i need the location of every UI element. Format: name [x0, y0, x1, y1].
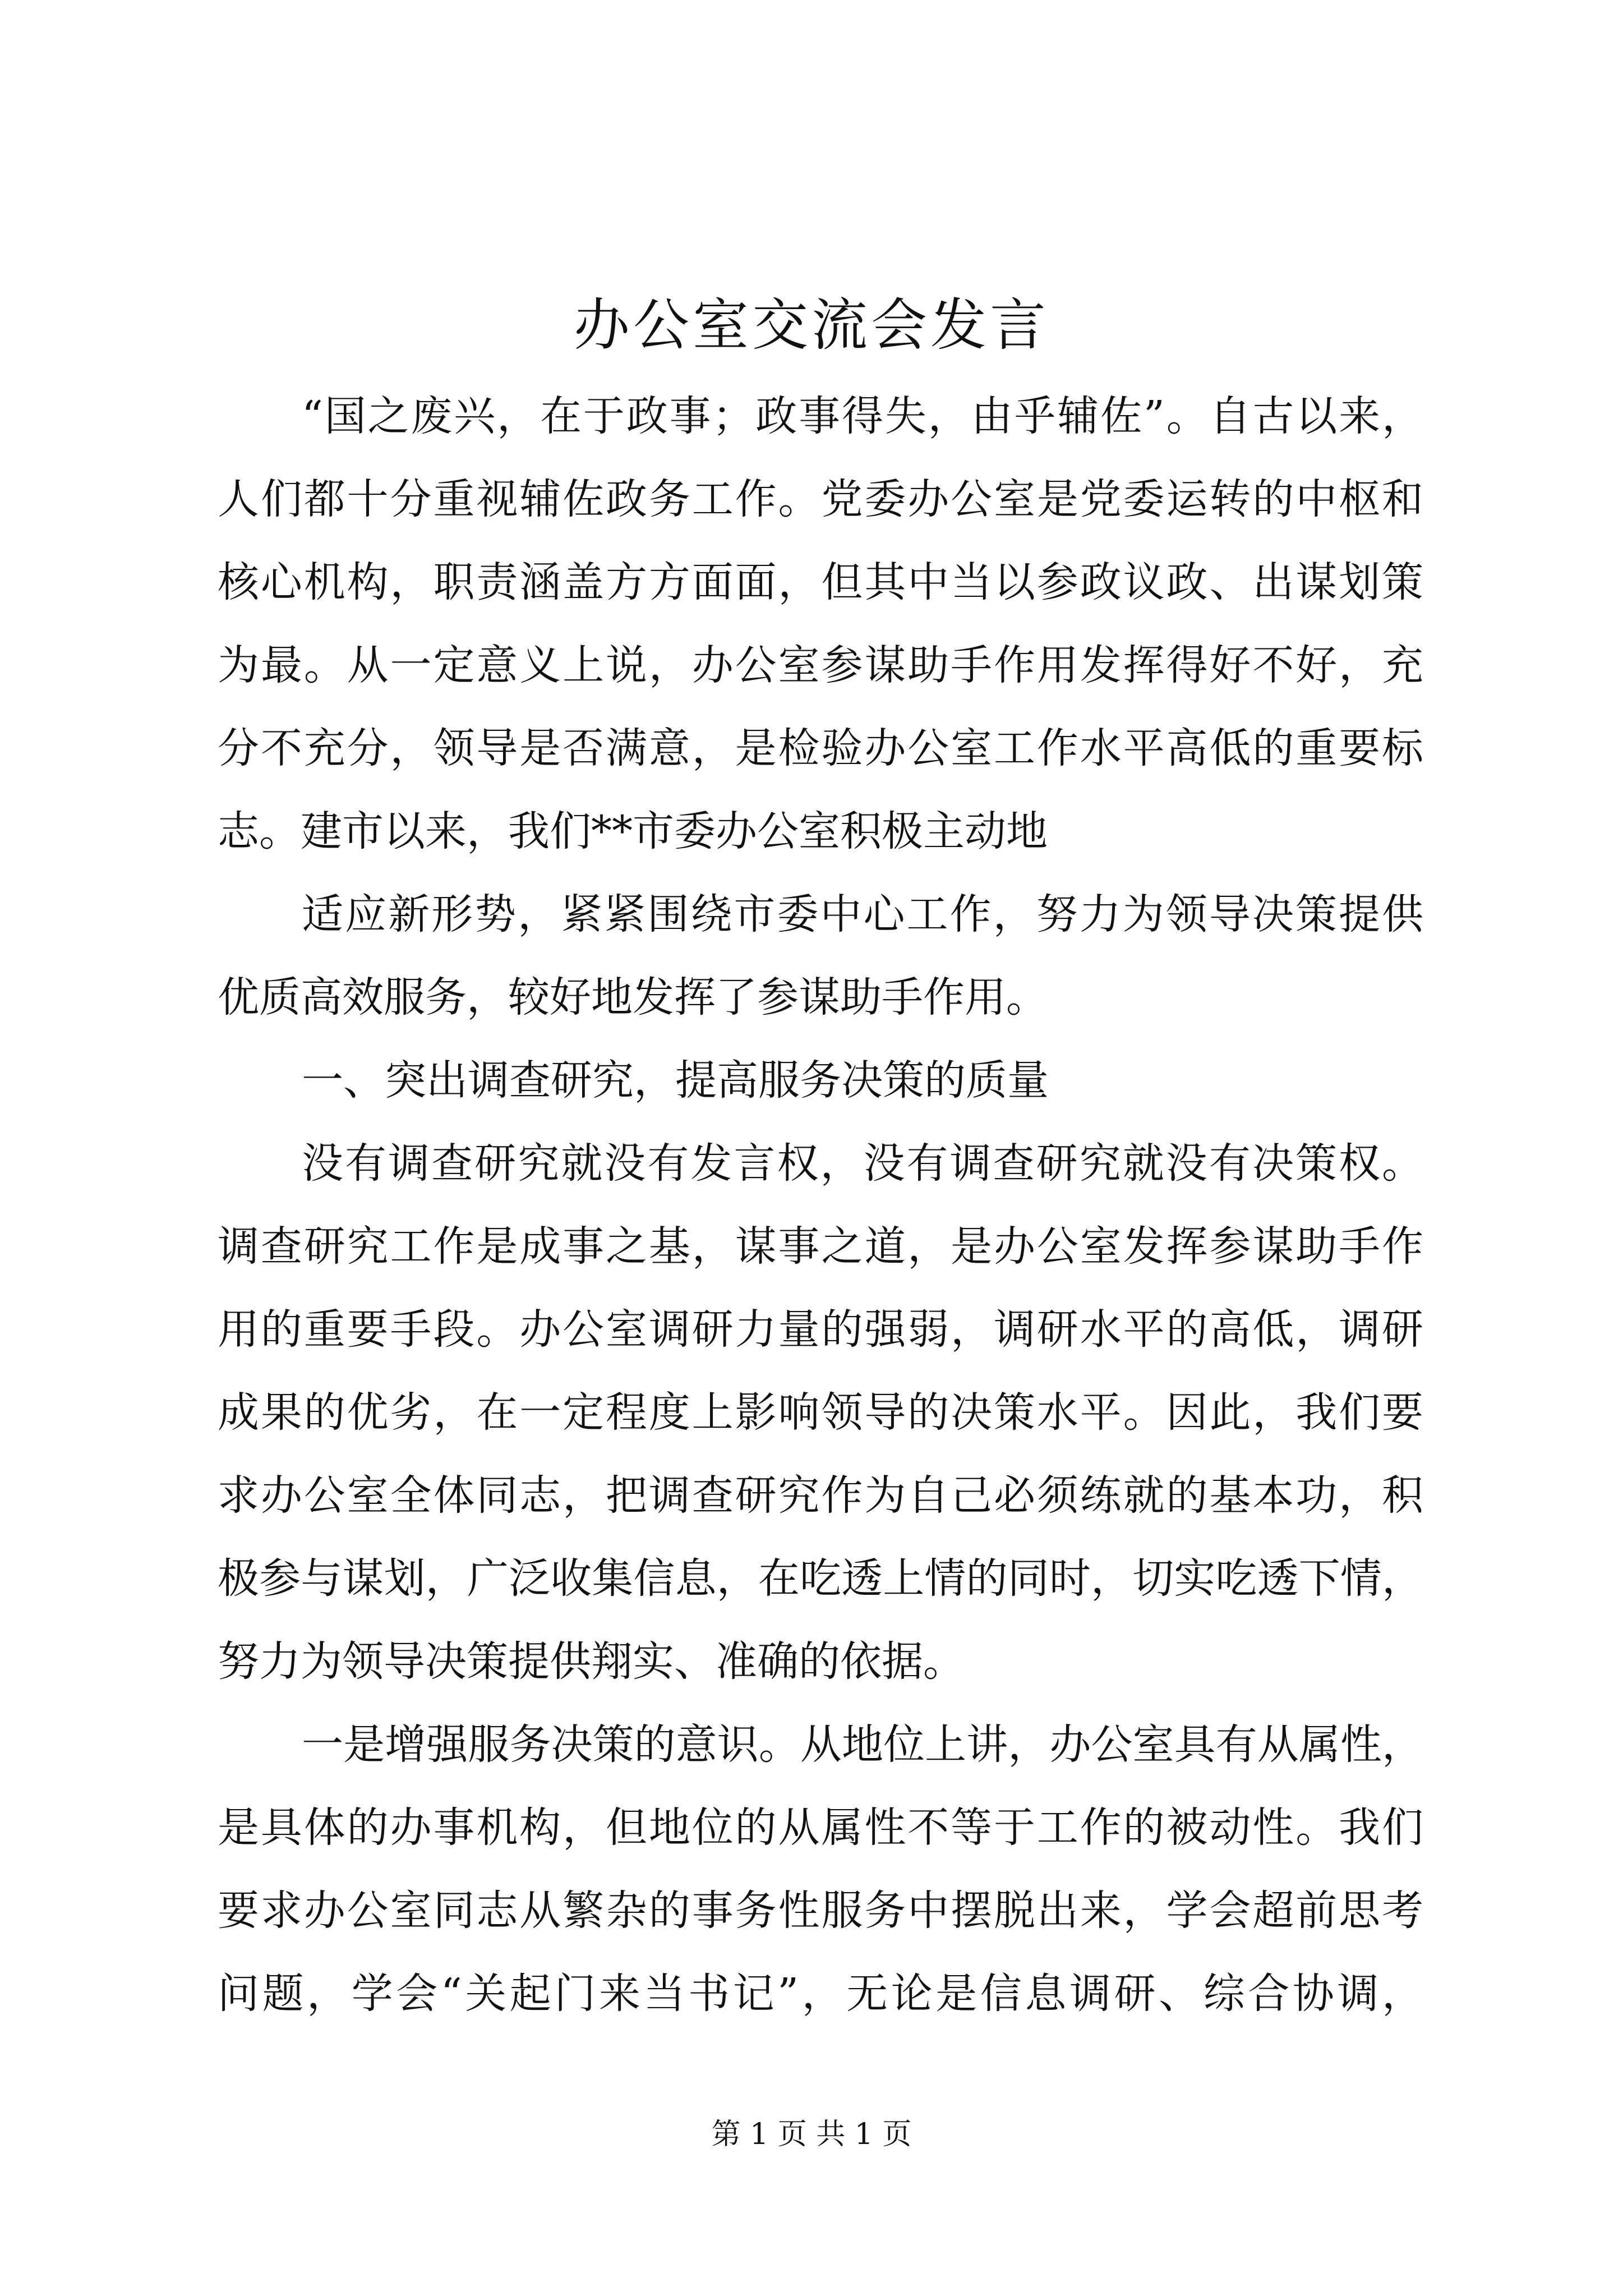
text-line: 为最。从一定意义上说，办公室参谋助手作用发挥得好不好，充 — [218, 641, 1423, 689]
document-body — [218, 375, 1423, 2035]
text-line: “国之废兴，在于政事；政事得失，由乎辅佐”。自古以来， — [302, 392, 1423, 440]
text-line: 用的重要手段。办公室调研力量的强弱，调研水平的高低，调研 — [218, 1305, 1423, 1354]
text-line: 要求办公室同志从繁杂的事务性服务中摆脱出来，学会超前思考 — [218, 1887, 1423, 1935]
text-line: 优质高效服务，较好地发挥了参谋助手作用。 — [218, 973, 1048, 1022]
text-line: 是具体的办事机构，但地位的从属性不等于工作的被动性。我们 — [218, 1803, 1423, 1852]
section-heading: 一、突出调查研究，提高服务决策的质量 — [302, 1056, 1049, 1105]
text-line: 问题，学会“关起门来当书记”，无论是信息调研、综合协调， — [218, 1970, 1423, 2018]
text-line: 极参与谋划，广泛收集信息，在吃透上情的同时，切实吃透下情， — [218, 1554, 1423, 1603]
page-footer: 第 1 页 共 1 页 — [711, 2118, 912, 2151]
text-line: 调查研究工作是成事之基，谋事之道，是办公室发挥参谋助手作 — [218, 1222, 1423, 1271]
text-line: 没有调查研究就没有发言权，没有调查研究就没有决策权。 — [302, 1139, 1423, 1188]
text-line: 人们都十分重视辅佐政务工作。党委办公室是党委运转的中枢和 — [218, 475, 1423, 523]
text-line: 一是增强服务决策的意识。从地位上讲，办公室具有从属性， — [302, 1720, 1423, 1769]
text-line: 求办公室全体同志，把调查研究作为自己必须练就的基本功，积 — [218, 1471, 1423, 1520]
text-line: 志。建市以来，我们**市委办公室积极主动地 — [218, 807, 1048, 855]
text-line: 适应新形势，紧紧围绕市委中心工作，努力为领导决策提供 — [302, 890, 1423, 938]
text-line: 努力为领导决策提供翔实、准确的依据。 — [218, 1637, 965, 1686]
text-line: 分不充分，领导是否满意，是检验办公室工作水平高低的重要标 — [218, 724, 1423, 772]
text-line: 成果的优劣，在一定程度上影响领导的决策水平。因此，我们要 — [218, 1388, 1423, 1437]
text-line: 核心机构，职责涵盖方方面面，但其中当以参政议政、出谋划策 — [218, 558, 1423, 606]
document-title: 办公室交流会发言 — [574, 292, 1049, 358]
